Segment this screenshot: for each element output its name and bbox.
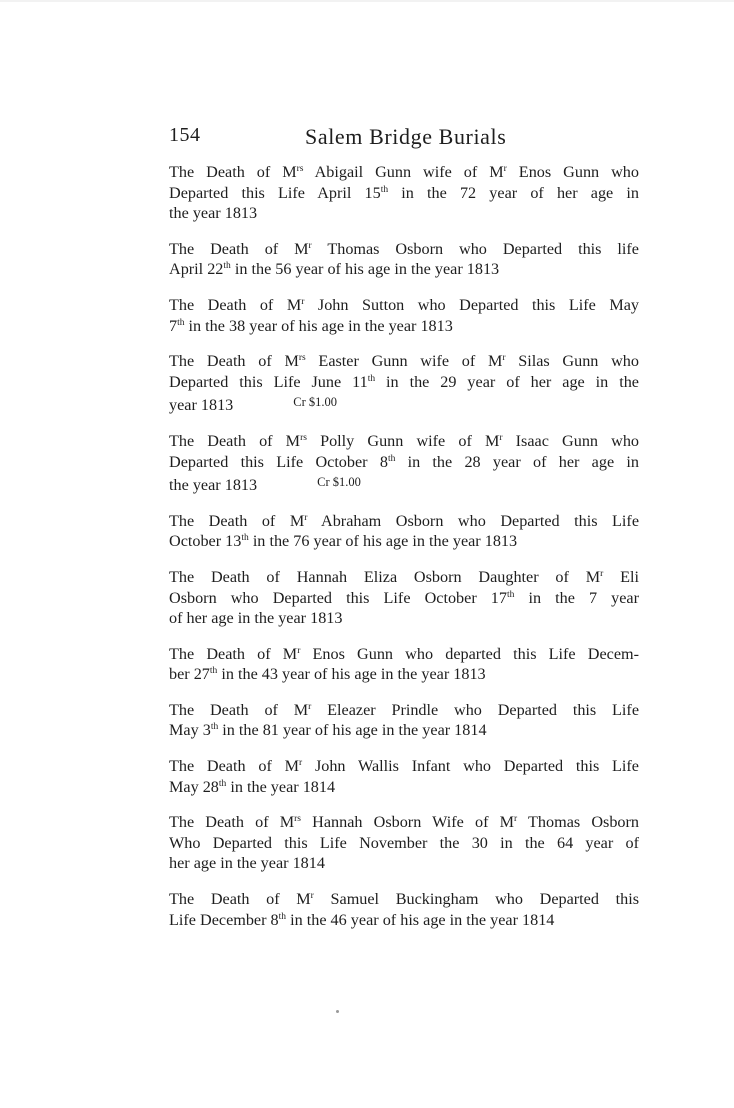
page-header: [169, 124, 639, 152]
burial-entries: [169, 162, 639, 945]
burial-entry: The Death of Hannah Eliza Osborn Daughter of $M^r$ Eli Osborn who Departed this Life October 17th in the 7 year of her age in the year 1813: [169, 567, 639, 628]
burial-entry: The Death of $M^r$ John Sutton who Departed this Life May 7th in the 38 year of his age in the year 1813: [169, 295, 640, 335]
burial-entry: The Death of $M^r$ Abraham Osborn who Departed this Life October 13th in the 76 year of his age in the year 1813: [169, 511, 640, 551]
burial-entry: The Death of $M^r$ Thomas Osborn who Departed this life April 22th in the 56 year of his age in the year 1813: [169, 239, 639, 279]
burial-entry: The Death of $M^r$ Eleazer Prindle who Departed this Life May 3th in the 81 year of his age in the year 1814: [169, 700, 639, 740]
burial-entry: The Death of $M^r$ Enos Gunn who departed this Life Decem- ber 27th in the 43 year of his age in the year 1813: [169, 644, 639, 684]
page-number: 154: [169, 124, 201, 146]
burial-entry: The Death of $M^{rs}$ Abigail Gunn wife of $M^r$ Enos Gunn who Departed this Life April 15th in the 72 year of her age in the year 1813: [169, 163, 639, 223]
credit-note: Cr $1.00: [293, 395, 338, 410]
paper-speck: [336, 1010, 339, 1013]
burial-entry: The Death of $M^{rs}$ Easter Gunn wife of $M^r$ Silas Gunn who Departed this Life June 11th in the 29 year of her age in the year 1813 Cr $1.00: [169, 352, 639, 415]
burial-entry: The Death of $M^{rs}$ Hannah Osborn Wife of $M^r$ Thomas Osborn Who Departed this Life November the 30 in the 64 year of her age in the year 1814: [169, 813, 639, 873]
top-edge: [0, 0, 734, 2]
credit-note: Cr $1.00: [317, 475, 361, 490]
running-head-title: Salem Bridge Burials: [305, 124, 507, 149]
burial-entry: The Death of $M^{rs}$ Polly Gunn wife of $M^r$ Isaac Gunn who Departed this Life October 8th in the 28 year of her age in the year 1813 Cr $1.00: [169, 431, 640, 495]
burial-entry: The Death of $M^r$ Samuel Buckingham who Departed this Life December 8th in the 46 year of his age in the year 1814: [169, 890, 639, 929]
burial-entry: The Death of $M^r$ John Wallis Infant who Departed this Life May 28th in the year 1814: [169, 757, 639, 796]
